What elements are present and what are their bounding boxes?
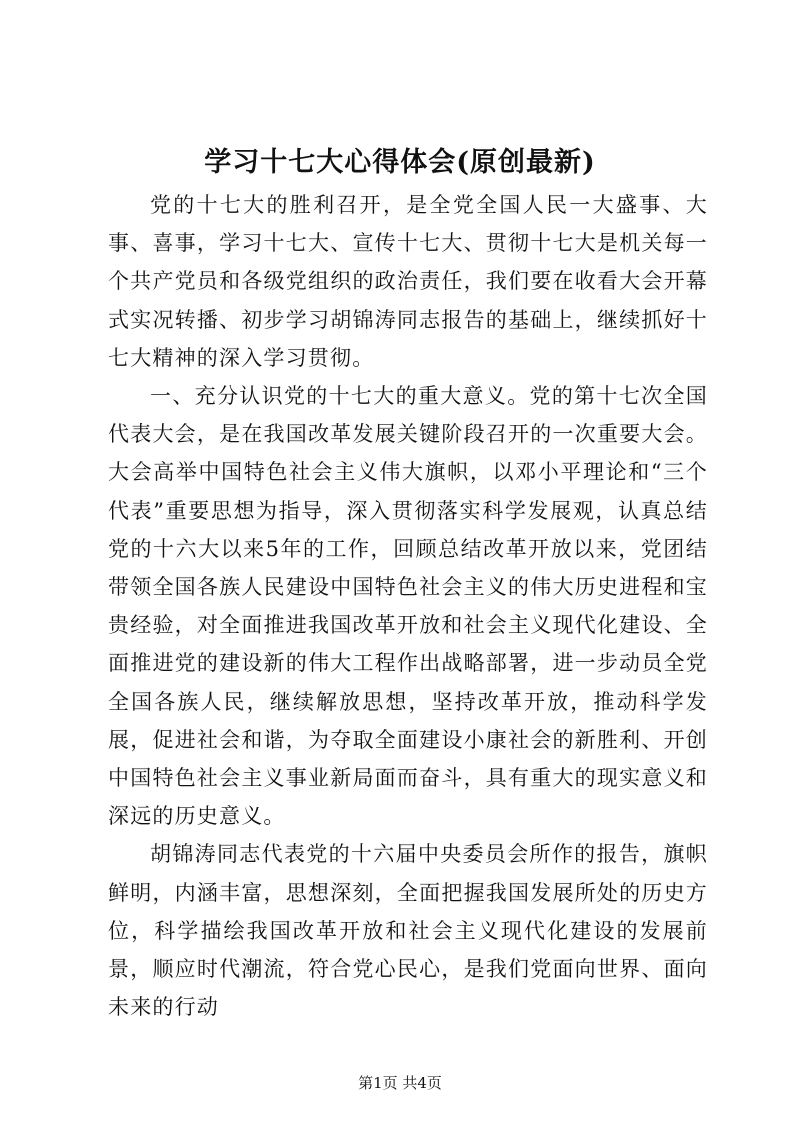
document-body — [108, 186, 708, 1026]
paragraph-report: 胡锦涛同志代表党的十六届中央委员会所作的报告，旗帜鲜明，内涵丰富，思想深刻，全面把握我国发展所处的历史方位，科学描绘我国改革开放和社会主义现代化建设的发展前景，顺应时代潮流，符合党心民心，是我们党面向世界、面向未来的行动 — [108, 842, 708, 1020]
paragraph-intro: 党的十七大的胜利召开，是全党全国人民一大盛事、大事、喜事，学习十七大、宣传十七大、贯彻十七大是机关每一个共产党员和各级党组织的政治责任，我们要在收看大会开幕式实况转播、初步学习胡锦涛同志报告的基础上，继续抓好十七大精神的深入学习贯彻。 — [108, 193, 708, 370]
paragraph-significance: 一、充分认识党的十七大的重大意义。党的第十七次全国代表大会，是在我国改革发展关键阶段召开的一次重要大会。大会高举中国特色社会主义伟大旗帜，以邓小平理论和“三个代表”重要思想为指导，深入贯彻落实科学发展观，认真总结党的十六大以来5年的工作，回顾总结改革开放以来，党团结带领全国各族人民建设中国特色社会主义的伟大历史进程和宝贵经验，对全面推进我国改革开放和社会主义现代化建设、全面推进党的建设新的伟大工程作出战略部署，进一步动员全党全国各族人民，继续解放思想，坚持改革开放，推动科学发展，促进社会和谐，为夺取全面建设小康社会的新胜利、开创中国特色社会主义事业新局面而奋斗，具有重大的现实意义和深远的历史意义。 — [108, 384, 708, 829]
document-title: 学习十七大心得体会(原创最新) — [204, 147, 596, 178]
page-footer: 第1页 共4页 — [358, 1074, 442, 1092]
